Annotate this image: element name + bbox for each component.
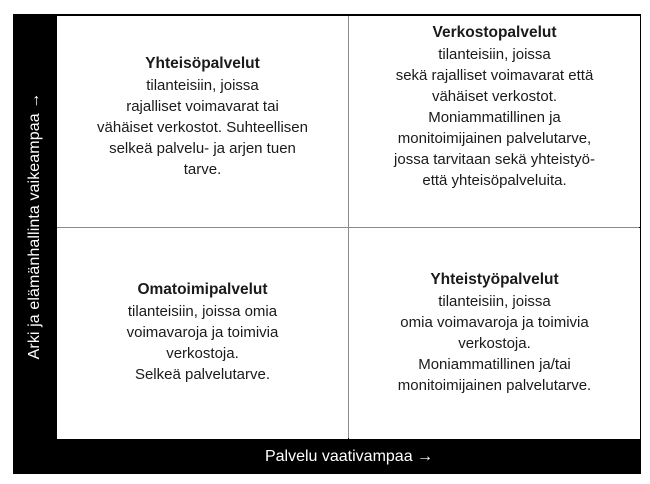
quadrant-text-line: verkostoja. (166, 344, 239, 362)
y-axis-label: Arki ja elämänhallinta vaikeampaa → (26, 92, 43, 360)
quadrant-omatoimipalvelut (57, 228, 348, 439)
quadrant-text-line: vähäiset verkostot. Suhteellisen (97, 119, 308, 136)
quadrant-text-line: rajalliset voimavarat tai (126, 98, 279, 115)
quadrant-text-line: tilanteisiin, joissa omia (127, 302, 278, 320)
quadrant-text-line: jossa tarvitaan sekä yhteistyö- (394, 151, 595, 168)
quadrant-text-line: tilanteisiin, joissa (438, 293, 551, 310)
quadrant-text-line: voimavaroja ja toimivia (126, 323, 279, 341)
quadrant-text-line: monitoimijainen palvelutarve. (397, 377, 592, 394)
quadrant-title: Verkostopalvelut (432, 24, 557, 41)
quadrant-grid (57, 16, 639, 438)
quadrant-verkostopalvelut (349, 16, 640, 227)
quadrant-text-line: että yhteisöpalveluita. (422, 172, 567, 189)
quadrant-text-line: vähäiset verkostot. (431, 88, 558, 105)
quadrant-yhteistyopalvelut (349, 228, 640, 439)
quadrant-text-line: Moniammatillinen ja (428, 109, 561, 126)
quadrant-text-line: Moniammatillinen ja/tai (418, 356, 571, 373)
quadrant-text-line: monitoimijainen palvelutarve, (397, 130, 592, 147)
quadrant-text-line: tilanteisiin, joissa (146, 77, 259, 94)
matrix-frame (13, 14, 641, 474)
quadrant-title: Yhteistyöpalvelut (430, 271, 559, 288)
quadrant-yhteisopalvelut (57, 16, 348, 227)
quadrant-text-line: selkeä palvelu- ja arjen tuen (109, 140, 296, 157)
y-axis-band (13, 14, 57, 439)
quadrant-text-line: Selkeä palvelutarve. (134, 365, 271, 383)
x-axis-band (57, 439, 641, 474)
quadrant-title: Omatoimipalvelut (137, 280, 268, 298)
quadrant-text-line: tarve. (183, 161, 222, 178)
quadrant-text-line: verkostoja. (458, 335, 531, 352)
quadrant-text-line: omia voimavaroja ja toimivia (400, 314, 589, 331)
x-axis-label: Palvelu vaativampaa → (264, 447, 434, 465)
quadrant-text-line: sekä rajalliset voimavarat että (395, 67, 594, 84)
quadrant-title: Yhteisöpalvelut (145, 55, 260, 72)
quadrant-text-line: tilanteisiin, joissa (438, 46, 551, 63)
